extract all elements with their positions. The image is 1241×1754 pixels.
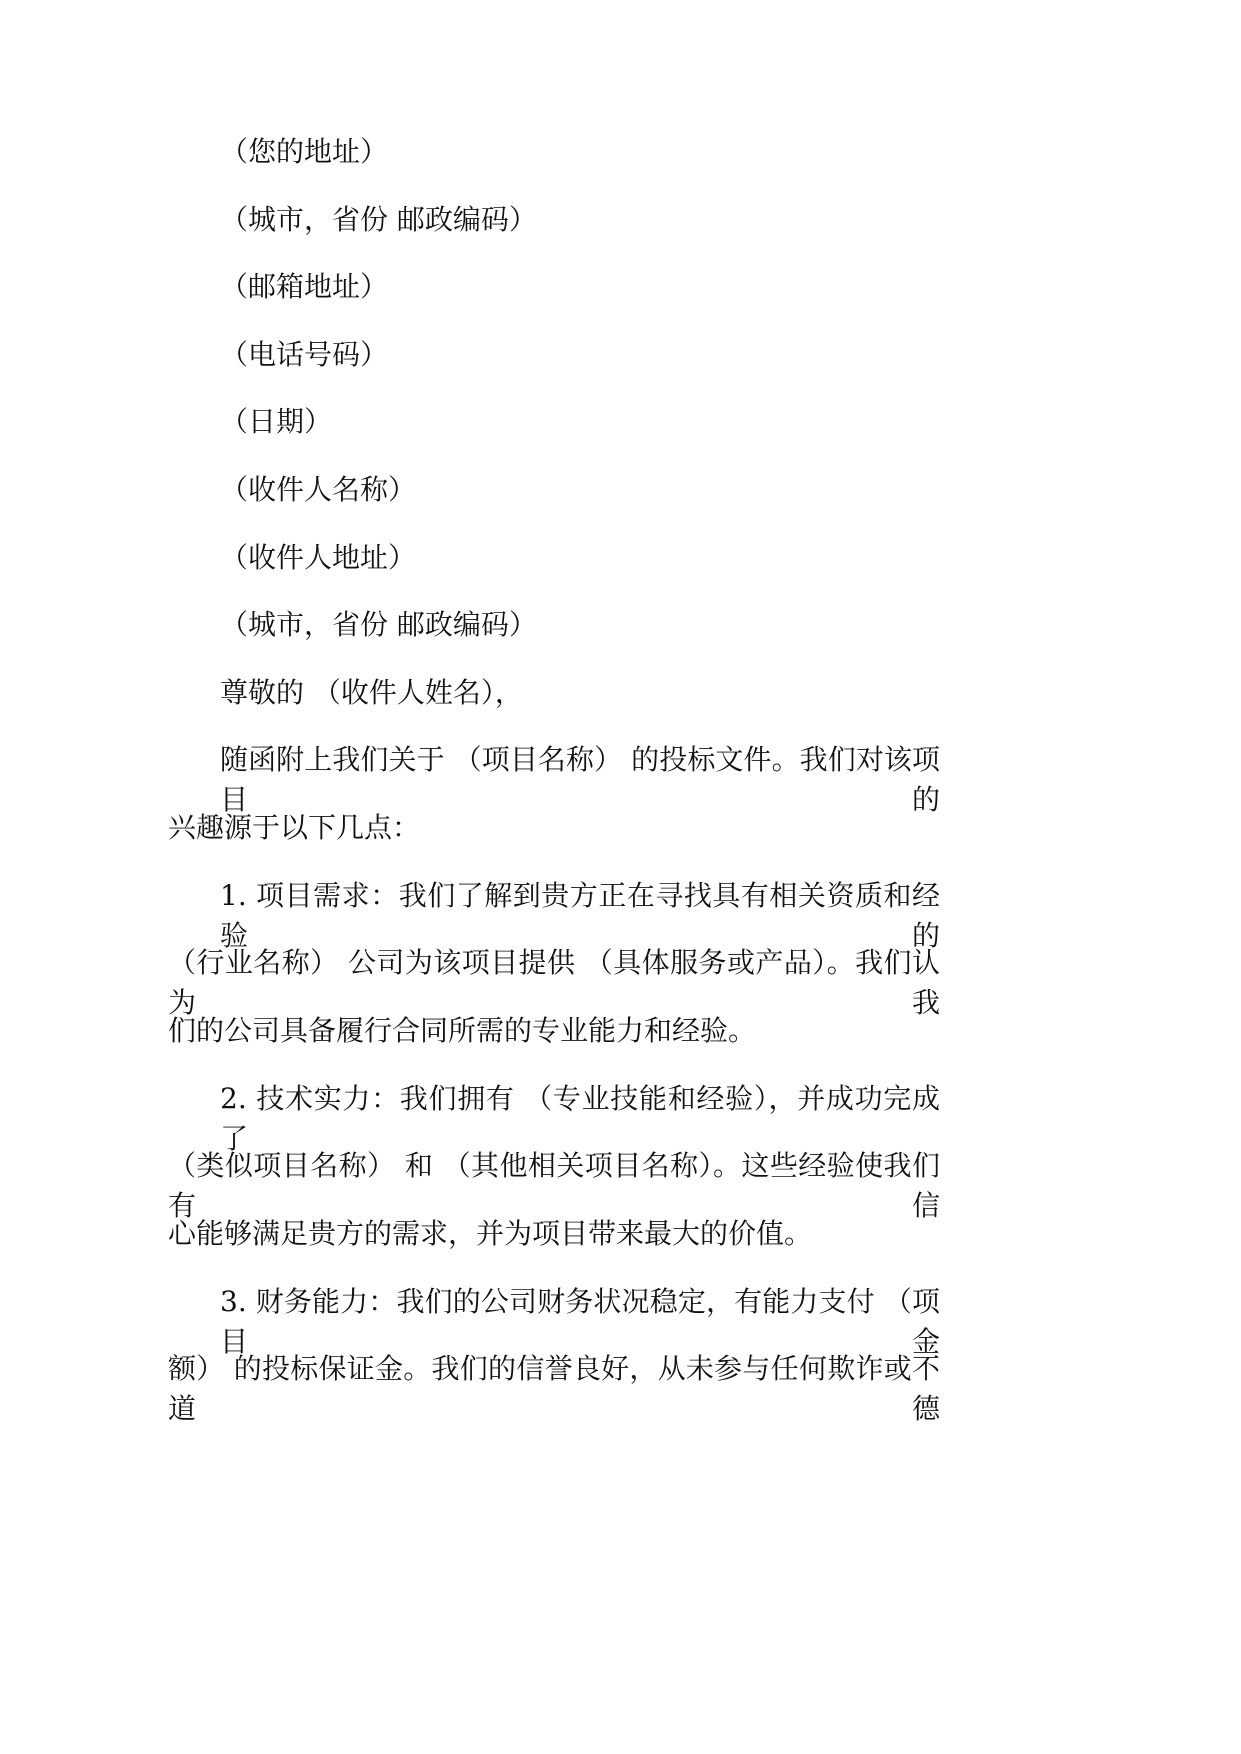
point-3-line: 额） 的投标保证金。我们的信誉良好，从未参与任何欺诈或不道德	[168, 1352, 940, 1425]
point-1-line: （行业名称） 公司为该项目提供 （具体服务或产品）。我们认为我	[168, 946, 940, 1019]
sender-city-state-zip: （城市，省份 邮政编码）	[220, 203, 537, 236]
point-2-line: （类似项目名称） 和 （其他相关项目名称）。这些经验使我们有信	[168, 1149, 940, 1222]
intro-line: 兴趣源于以下几点：	[168, 811, 421, 844]
point-3-line: 3. 财务能力：我们的公司财务状况稳定，有能力支付 （项目金	[220, 1285, 940, 1358]
sender-phone: （电话号码）	[220, 338, 389, 371]
sender-email: （邮箱地址）	[220, 270, 389, 303]
salutation: 尊敬的 （收件人姓名），	[220, 676, 523, 709]
point-1-line: 们的公司具备履行合同所需的专业能力和经验。	[168, 1014, 757, 1047]
sender-address: （您的地址）	[220, 135, 389, 168]
recipient-city-state-zip: （城市，省份 邮政编码）	[220, 608, 537, 641]
point-2-line: 2. 技术实力：我们拥有 （专业技能和经验），并成功完成了	[220, 1082, 940, 1155]
point-1-line: 1. 项目需求：我们了解到贵方正在寻找具有相关资质和经验的	[220, 879, 940, 952]
recipient-address: （收件人地址）	[220, 541, 417, 574]
point-2-line: 心能够满足贵方的需求，并为项目带来最大的价值。	[168, 1217, 813, 1250]
recipient-name: （收件人名称）	[220, 473, 417, 506]
intro-line: 随函附上我们关于 （项目名称） 的投标文件。我们对该项目的	[220, 743, 940, 816]
letter-date: （日期）	[220, 405, 333, 438]
